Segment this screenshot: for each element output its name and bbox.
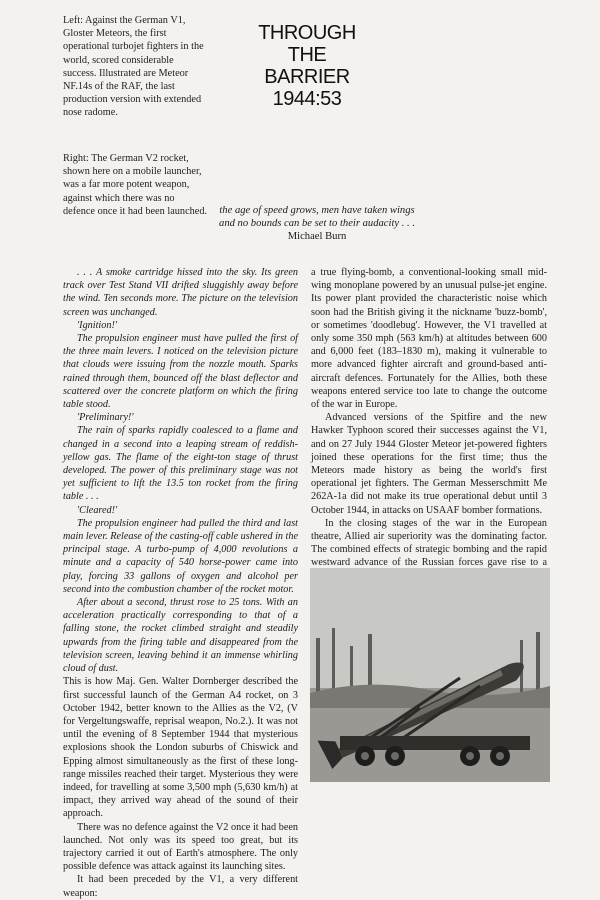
paragraph: 'Ignition!' bbox=[77, 319, 118, 331]
title-line-3: BARRIER bbox=[264, 66, 350, 88]
paragraph: Advanced versions of the Spitfire and the new Hawker Typhoon scored their successes against the V1, and on 27 July 1944 Gloster Meteor jet-powered fighters joined these operations for the first time; thus the Meteors made history as being the world's first operational jet fighters. The German Messerschmitt Me 262A-1a did not make its true operational debut until 3 October 1944, in attacks on USAAF bomber formations. bbox=[311, 412, 547, 516]
paragraph: There was no defence against the V2 once it had been launched. Not only was its speed too great, but its trajectory carried it out of Earth's atmosphere. The only possible defence was attack against its launching sites. bbox=[63, 821, 298, 873]
title-line-2: THE bbox=[287, 44, 327, 66]
caption-left: Left: Against the German V1, Gloster Meteors, the first operational turbojet fighters in the world, scored considerable success. Illustrated are Meteor NF.14s of the RAF, the last production version with extended nose radome. bbox=[63, 15, 204, 119]
epigraph bbox=[212, 204, 422, 243]
title-line-4: 1944:53 bbox=[272, 88, 342, 110]
caption-right: Right: The German V2 rocket, shown here on a mobile launcher, was a far more potent weapon, against which there was no defence once it had been launched. bbox=[63, 153, 208, 217]
left-column bbox=[63, 266, 298, 900]
paragraph: The propulsion engineer must have pulled the first of the three main levers. I noticed on the television picture that clouds were issuing from the nozzle mouth. Sparks rained through them, bounced off the blast deflector and scattered over the concrete platform on which the firing table stood. bbox=[63, 333, 298, 411]
paragraph: . . . A smoke cartridge hissed into the sky. Its green track over Test Stand VII drifted sluggishly away before the wind. Ten seconds more. The picture on the television screen was unchanged. bbox=[63, 267, 298, 318]
epigraph-line-1: the age of speed grows, men have taken wings bbox=[219, 205, 415, 216]
paragraph: 'Preliminary!' bbox=[77, 412, 134, 424]
epigraph-line-2: and no bounds can be set to their audacity . . . bbox=[219, 218, 415, 229]
paragraph: After about a second, thrust rose to 25 tons. With an acceleration practically corresponding to that of a falling stone, the rocket climbed straight and steadily upwards from the firing table and disappeared from the television screen, leaving behind it an immense whirling cloud of dust. bbox=[63, 597, 298, 675]
chapter-title bbox=[232, 22, 382, 110]
v2-rocket-photo bbox=[310, 568, 550, 782]
paragraph: It had been preceded by the V1, a very different weapon: bbox=[63, 874, 298, 899]
epigraph-author: Michael Burn bbox=[287, 231, 347, 242]
paragraph: This is how Maj. Gen. Walter Dornberger described the first successful launch of the German A4 rocket, on 3 October 1942, better known to the Allies as the V2, (V for Vergeltungswaffe, reprisal weapon, No.2.). It was not until the evening of 8 September 1944 that mysterious explosions shook the London suburbs of Chiswick and Epping almost simultaneously as the first of these long-range missiles reached their target. Mysterious they were indeed, for travelling at some 3,500 mph (5,630 km/h) at impact, they arrived way ahead of the sound of their approach. bbox=[63, 676, 298, 820]
paragraph: a true flying-bomb, a conventional-looking small mid-wing monoplane powered by an unusual pulse-jet engine. Its power plant provided the characteristic noise which soon had the British giving it the nickname 'buzz-bomb', or sometimes 'doodlebug'. However, the V1 travelled at only some 350 mph (563 km/h) at altitudes between 600 and 6,000 feet (183–1830 m), making it vulnerable to more advanced fighter aircraft and ground-based anti-aircraft defences. Fortunately for the Allies, both these weapons entered service too late to change the outcome of the war in Europe. bbox=[311, 267, 547, 411]
title-line-1: THROUGH bbox=[258, 22, 356, 44]
paragraph: In the closing stages of the war in the European theatre, Allied air superiority was the dominating factor. The combined effects of strategic bombing and the rapid westward advance of the Russian forces gave rise to a bbox=[311, 517, 547, 569]
paragraph: The rain of sparks rapidly coalesced to a flame and changed in a second into a leaping stream of reddish-yellow gas. The flame of the eight-ton stage of thrust developed. The power of this preliminary stage was not yet sufficient to lift the 13.5 ton rocket from the firing table . . . bbox=[63, 425, 298, 503]
paragraph: The propulsion engineer had pulled the third and last main lever. Release of the casting-off cable ushered in the principal stage. A turbo-pump of 4,000 revolutions a minute and a capacity of 540 horse-power came into play, forcing 33 gallons of oxygen and alcohol per second into the combustion chamber of the rocket motor. bbox=[63, 517, 299, 595]
v2-rocket-illustration bbox=[310, 568, 550, 782]
right-column bbox=[311, 266, 547, 583]
paragraph: 'Cleared!' bbox=[77, 504, 118, 516]
